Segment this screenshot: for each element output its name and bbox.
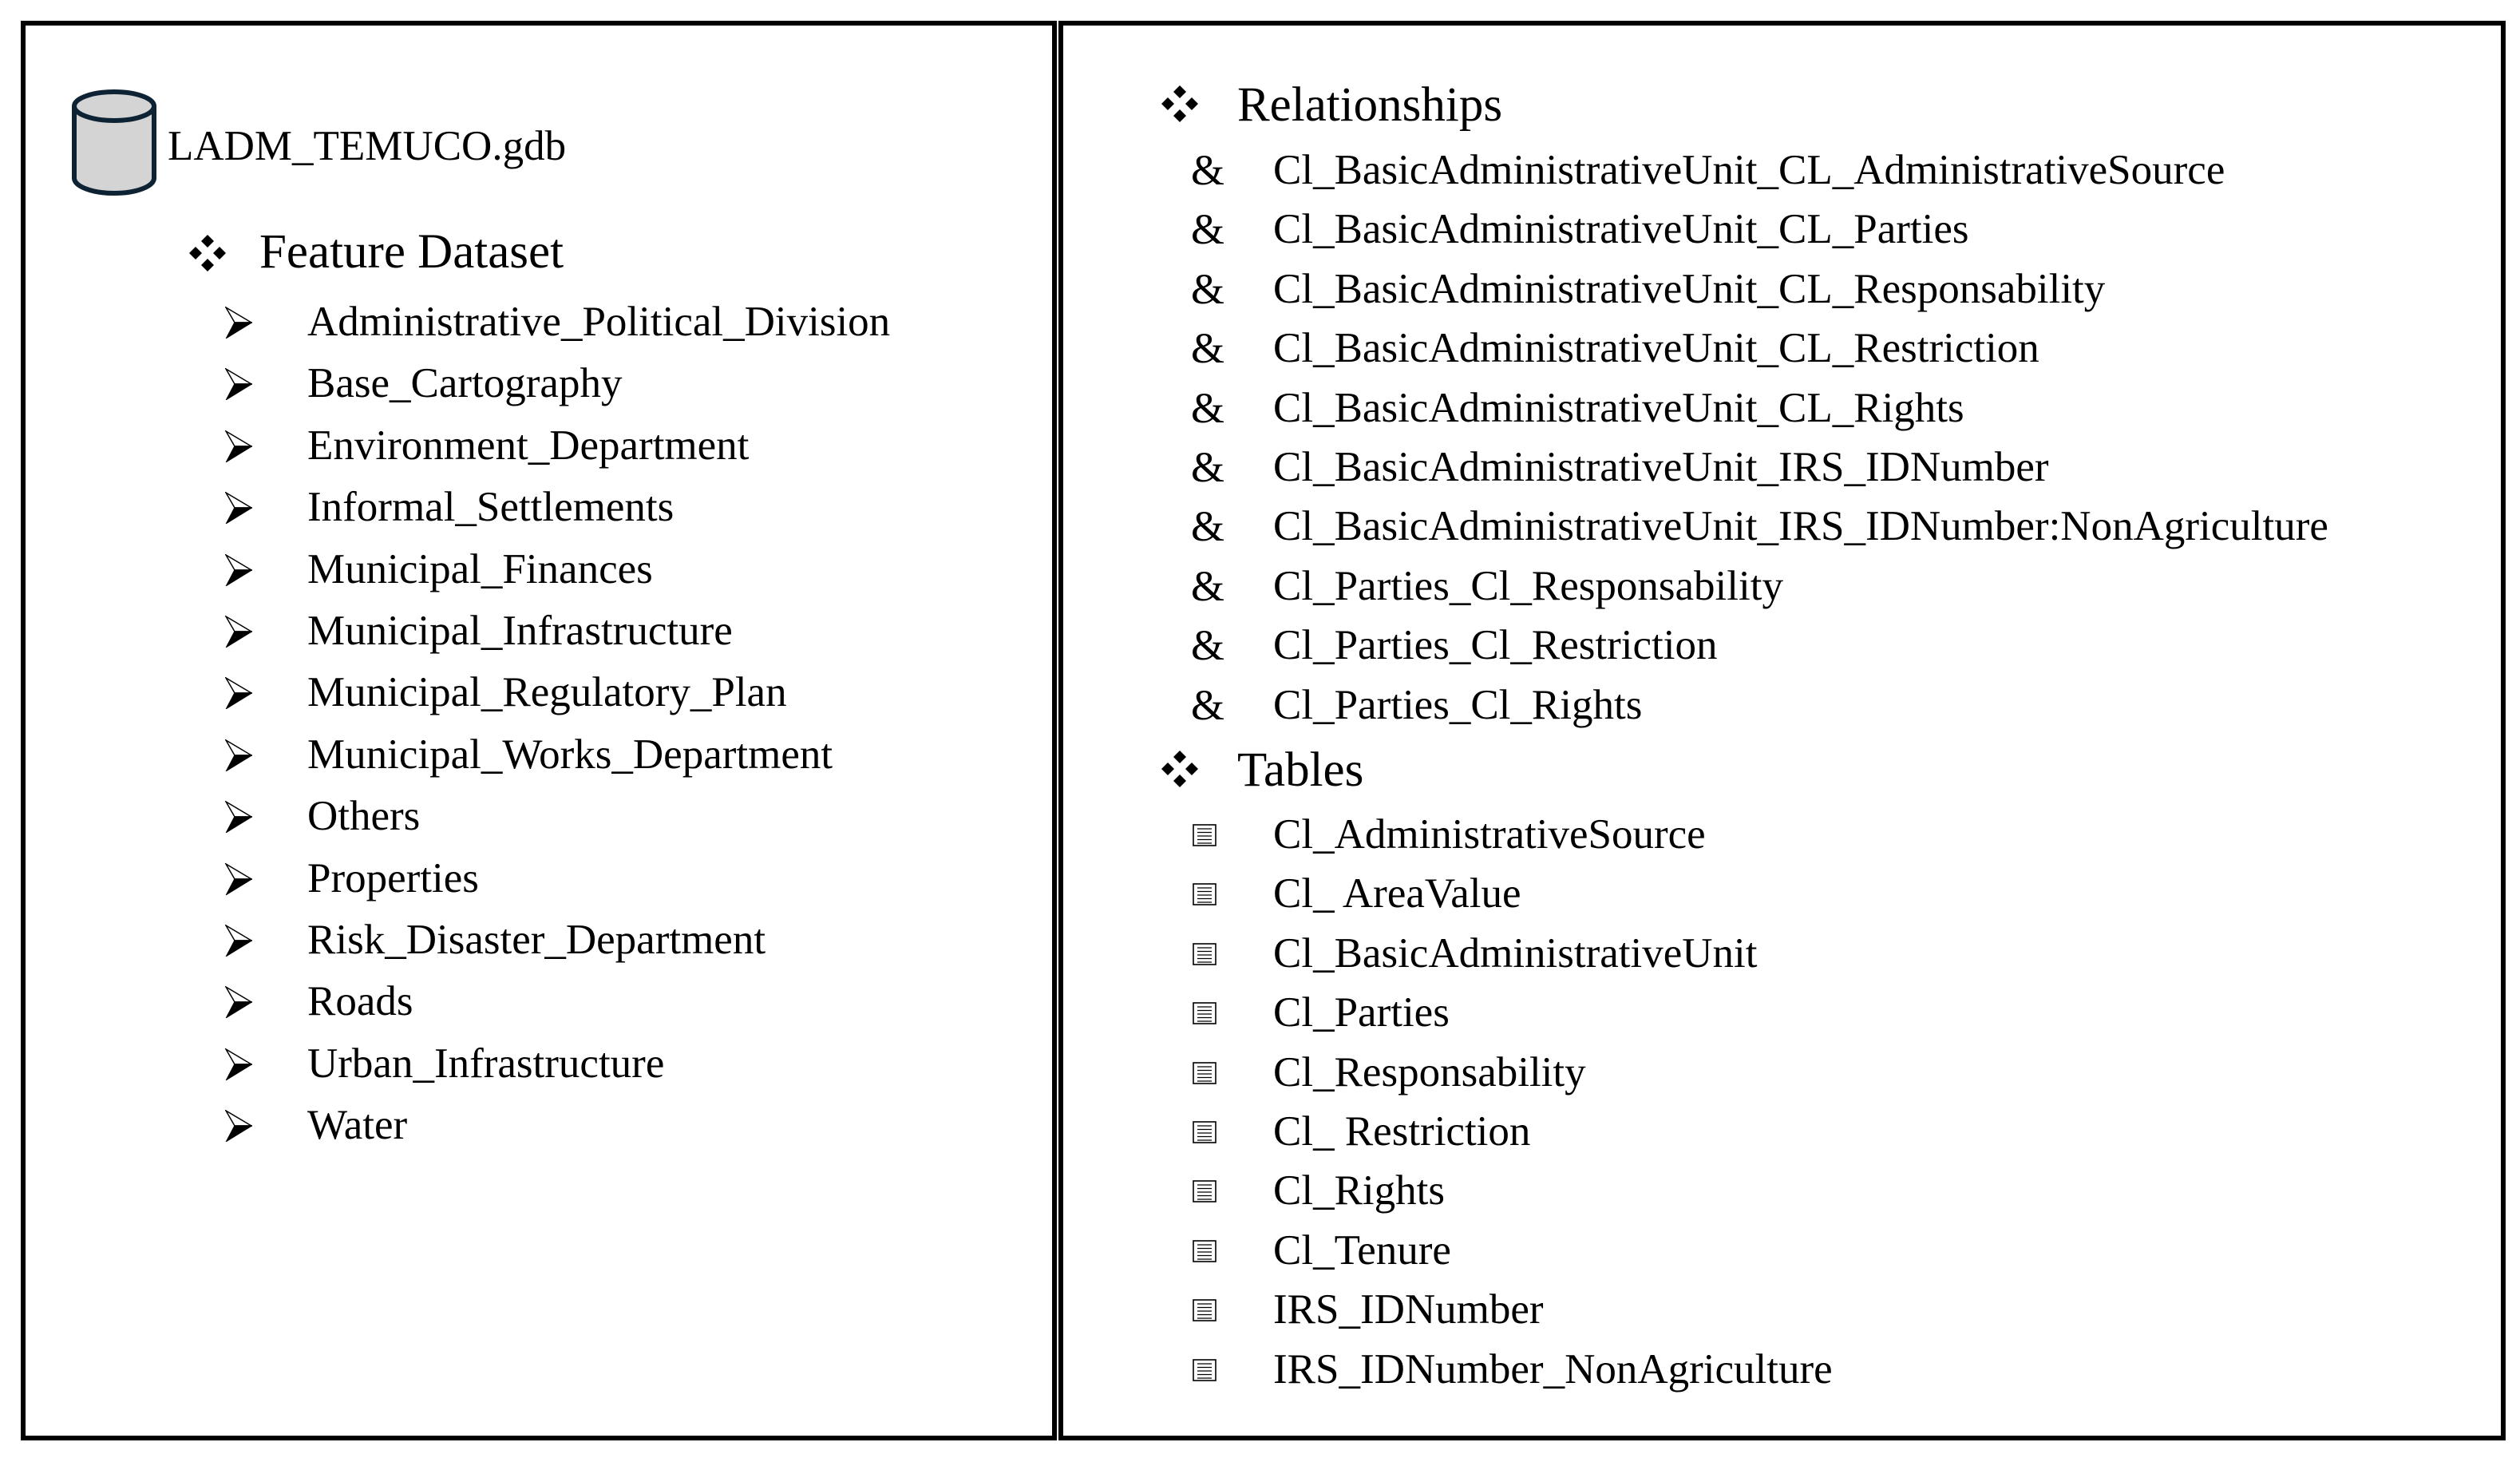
relationship-item-label: Cl_BasicAdministrativeUnit_CL_AdministrativeSource [1273,147,2225,193]
relationship-ampersand-icon: & [1191,264,1225,313]
relationship-ampersand-icon: & [1191,561,1225,610]
feature-dataset-item-label: Roads [307,978,413,1025]
arrow-bullet-icon [225,430,252,462]
table-item-label: Cl_Responsability [1273,1048,1586,1095]
table-item-label: Cl_Parties [1273,989,1450,1036]
arrow-bullet-icon [225,616,252,648]
feature-dataset-item-label: Base_Cartography [307,360,623,407]
table-icon [1193,1002,1216,1024]
database-cylinder-icon [70,89,158,197]
relationship-ampersand-icon: & [1191,621,1225,670]
tables-heading: Tables [1237,743,1364,797]
relationship-ampersand-icon: & [1191,324,1225,373]
relationship-ampersand-icon: & [1191,383,1225,432]
relationship-ampersand-icon: & [1191,205,1225,254]
relationship-item-label: Cl_BasicAdministrativeUnit_CL_Parties [1273,206,1969,253]
relationships-heading: Relationships [1237,78,1503,132]
table-item-label: Cl_ Restriction [1273,1108,1531,1155]
relationship-item-label: Cl_BasicAdministrativeUnit_CL_Responsability [1273,265,2106,312]
table-icon [1193,1121,1216,1143]
feature-dataset-item-label: Municipal_Infrastructure [307,608,733,654]
table-icon [1193,943,1216,965]
feature-dataset-item-label: Water [307,1102,408,1149]
relationship-item-label: Cl_BasicAdministrativeUnit_IRS_IDNumber:NonAgriculture [1273,503,2328,550]
table-icon [1193,1180,1216,1202]
relationship-ampersand-icon: & [1191,502,1225,551]
table-item-label: Cl_ AreaValue [1273,870,1521,917]
table-item-label: IRS_IDNumber_NonAgriculture [1273,1345,1833,1393]
relationship-item-label: Cl_BasicAdministrativeUnit_IRS_IDNumber [1273,444,2049,490]
feature-dataset-item-label: Administrative_Political_Division [307,299,891,345]
feature-dataset-item-label: Others [307,793,421,840]
table-item-label: Cl_BasicAdministrativeUnit [1273,929,1758,977]
relationship-ampersand-icon: & [1191,680,1225,729]
feature-dataset-heading: Feature Dataset [259,225,564,279]
arrow-bullet-icon [225,307,252,339]
geodatabase-name: LADM_TEMUCO.gdb [168,123,567,169]
feature-dataset-item-label: Municipal_Regulatory_Plan [307,669,787,716]
table-item-label: Cl_Rights [1273,1167,1446,1214]
arrow-bullet-icon [225,368,252,400]
table-item-label: IRS_IDNumber [1273,1286,1544,1333]
table-icon [1193,883,1216,905]
arrow-bullet-icon [225,492,252,524]
relationship-item-label: Cl_Parties_Cl_Restriction [1273,622,1718,669]
arrow-bullet-icon [225,986,252,1018]
feature-dataset-item-label: Municipal_Works_Department [307,731,833,778]
table-icon [1193,1299,1216,1321]
arrow-bullet-icon [225,677,252,709]
feature-dataset-item-label: Informal_Settlements [307,484,675,531]
relationship-item-label: Cl_Parties_Cl_Responsability [1273,562,1783,609]
arrow-bullet-icon [225,1110,252,1142]
table-icon [1193,1240,1216,1262]
table-icon [1193,1062,1216,1084]
relationship-item-label: Cl_BasicAdministrativeUnit_CL_Rights [1273,384,1964,431]
arrow-bullet-icon [225,1048,252,1080]
diamond-cluster-icon [1161,85,1198,122]
feature-dataset-item-label: Municipal_Finances [307,545,653,592]
feature-dataset-item-label: Urban_Infrastructure [307,1040,665,1087]
feature-dataset-item-label: Properties [307,854,479,901]
relationship-ampersand-icon: & [1191,443,1225,491]
arrow-bullet-icon [225,801,252,833]
relationship-item-label: Cl_BasicAdministrativeUnit_CL_Restriction [1273,325,2039,372]
table-item-label: Cl_Tenure [1273,1226,1451,1274]
arrow-bullet-icon [225,925,252,957]
diamond-cluster-icon [1161,751,1198,787]
relationship-item-label: Cl_Parties_Cl_Rights [1273,681,1643,728]
arrow-bullet-icon [225,863,252,895]
table-icon [1193,1359,1216,1381]
diamond-cluster-icon [189,235,226,271]
feature-dataset-item-label: Environment_Department [307,422,750,469]
arrow-bullet-icon [225,554,252,586]
relationship-ampersand-icon: & [1191,146,1225,194]
table-item-label: Cl_AdministrativeSource [1273,811,1706,858]
table-icon [1193,824,1216,846]
feature-dataset-item-label: Risk_Disaster_Department [307,917,766,963]
arrow-bullet-icon [225,739,252,771]
